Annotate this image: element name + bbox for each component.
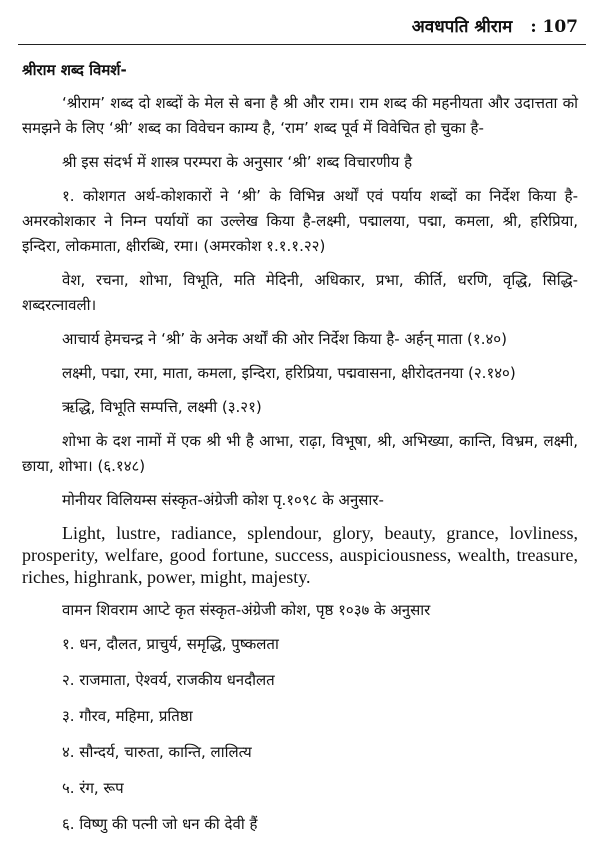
page-body: [22, 58, 578, 848]
list-item: २. राजमाता, ऐश्वर्य, राजकीय धनदौलत: [62, 671, 275, 689]
paragraph-riddhi: ऋद्धि, विभूति सम्पत्ति, लक्ष्मी (३.२१): [62, 398, 262, 416]
section-title: श्रीराम शब्द विमर्श-: [22, 61, 127, 79]
english-meanings: Light, lustre, radiance, splendour, glory, beauty, grance, lovliness, prosperity, welfare, good fortune, success, auspiciousness, wealth, treasure, riches, highrank, power, might, majesty.: [22, 523, 578, 587]
apte-intro: वामन शिवराम आप्टे कृत संस्कृत-अंग्रेजी कोश, पृष्ठ १०३७ के अनुसार: [62, 601, 431, 619]
list-item: १. धन, दौलत, प्राचुर्य, समृद्धि, पुष्कलता: [62, 635, 279, 653]
paragraph-shabdaratnavali: वेश, रचना, शोभा, विभूति, मति मेदिनी, अधिकार, प्रभा, कीर्ति, धरणि, वृद्धि, सिद्धि-शब्दरत्नावली।: [22, 271, 578, 314]
page-number: : 107: [530, 17, 578, 37]
list-item: ५. रंग, रूप: [62, 779, 124, 797]
paragraph-shobha: शोभा के दश नामों में एक श्री भी है आभा, राढ़ा, विभूषा, श्री, अभिख्या, कान्ति, विभ्रम, लक्ष्मी, छाया, शोभा। (६.१४८): [22, 432, 578, 475]
paragraph-amarkosh: १. कोशगत अर्थ-कोशकारों ने ‘श्री’ के विभिन्न अर्थों एवं पर्याय शब्दों का निर्देश किया है- अमरकोशकार ने निम्न पर्यायों का उल्लेख किया है-लक्ष्मी, पद्मालया, पद्मा, कमला, श्री, हरिप्रिया, इन्दिरा, लोकमाता, क्षीरब्धि, रमा। (अमरकोश १.१.१.२२): [22, 187, 578, 255]
paragraph-context: श्री इस संदर्भ में शास्त्र परम्परा के अनुसार ‘श्री’ शब्द विचारणीय है: [62, 153, 413, 171]
paragraph-hemchandra: आचार्य हेमचन्द्र ने ‘श्री’ के अनेक अर्थों की ओर निर्देश किया है- अर्हन् माता (१.४०): [62, 330, 507, 348]
header-rule: [18, 44, 586, 45]
paragraph-synonyms: लक्ष्मी, पद्मा, रमा, माता, कमला, इन्दिरा, हरिप्रिया, पद्मवासना, क्षीरोदतनया (२.१४०): [62, 364, 516, 382]
list-item: ४. सौन्दर्य, चारुता, कान्ति, लालित्य: [62, 743, 252, 761]
list-item: ६. विष्णु की पत्नी जो धन की देवी हैं: [62, 815, 258, 833]
paragraph-intro: ‘श्रीराम’ शब्द दो शब्दों के मेल से बना है श्री और राम। राम शब्द की महनीयता और उदात्तता को समझने के लिए ‘श्री’ शब्द का विवेचन काम्य है, ‘राम’ शब्द पूर्व में विवेचित हो चुका है-: [22, 94, 578, 137]
list-item: ३. गौरव, महिमा, प्रतिष्ठा: [62, 707, 193, 725]
running-header: [412, 14, 578, 37]
paragraph-monier-williams: मोनीयर विलियम्स संस्कृत-अंग्रेजी कोश पृ.१०९८ के अनुसार-: [62, 491, 384, 509]
running-title: अवधपति श्रीराम: [411, 17, 513, 37]
